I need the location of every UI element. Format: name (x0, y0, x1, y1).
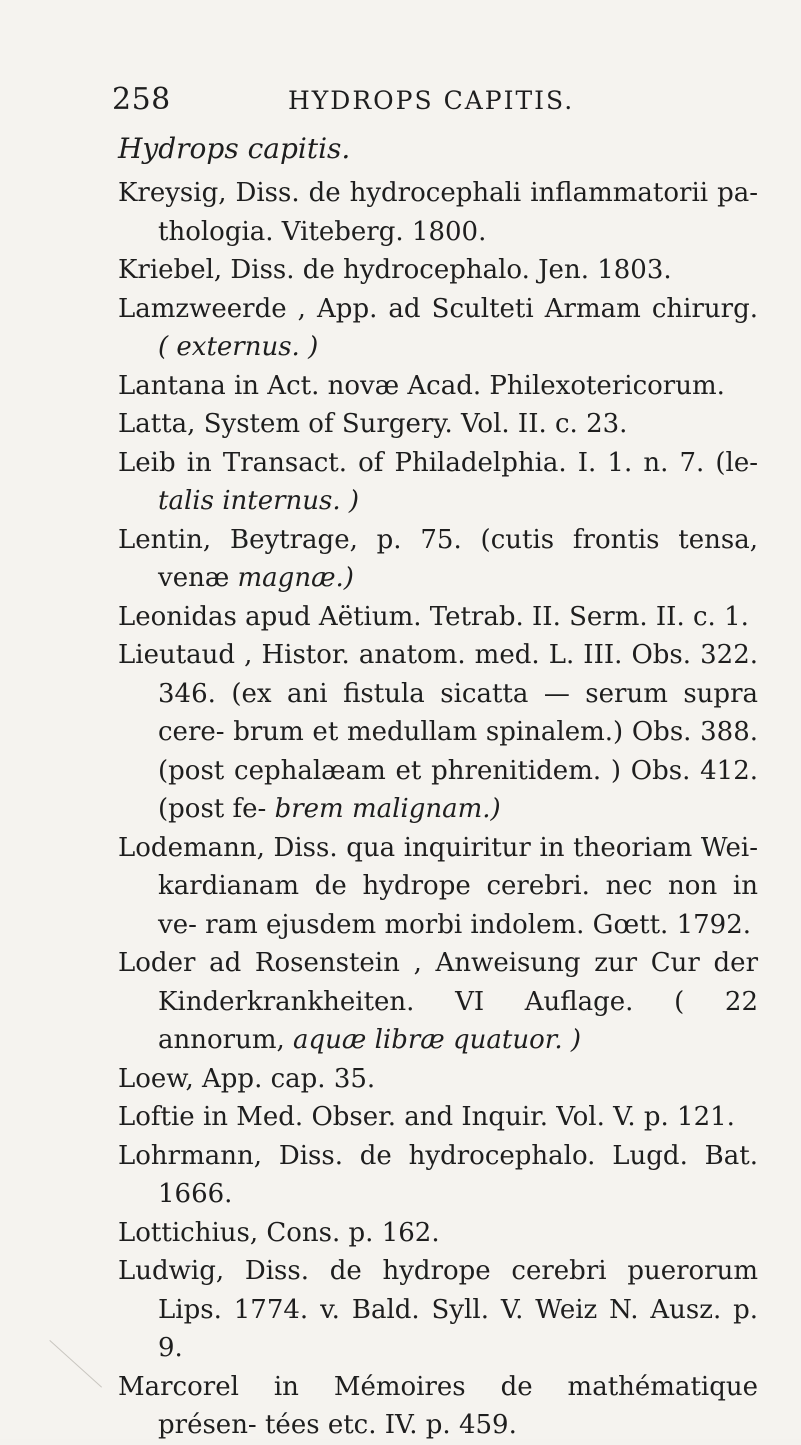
margin-mark (49, 1340, 102, 1388)
entry-line: cephalæam et phrenitidem. ) Obs. 412. (post fe- (158, 755, 759, 824)
bibliography-entry (118, 944, 758, 1060)
entry-line: magnæ.) (237, 563, 354, 593)
bibliography-list (118, 174, 758, 1445)
entry-line: ( externus. ) (158, 332, 319, 362)
bibliography-entry (118, 290, 758, 367)
bibliography-entry (118, 598, 758, 637)
page-number: 258 (112, 82, 171, 117)
bibliography-entry (118, 405, 758, 444)
bibliography-entry (118, 1060, 758, 1099)
entry-line: brum et medullam spinalem.) Obs. 388. (post (158, 717, 759, 786)
entry-line: Loder ad Rosenstein , Anweisung zur Cur der (118, 948, 758, 978)
entry-line: brem malignam.) (274, 794, 501, 824)
entry-line: Leonidas apud Aëtium. Tetrab. II. Serm. II. c. 1. (118, 601, 749, 632)
running-head: HYDROPS CAPITIS. (288, 86, 575, 115)
bibliography-entry (118, 636, 758, 829)
bibliography-entry (118, 444, 758, 521)
entry-line: Lamzweerde , App. ad Sculteti Armam chirurg. (118, 293, 758, 324)
bibliography-entry (118, 1214, 758, 1253)
bibliography-entry (118, 829, 758, 945)
bibliography-entry (118, 521, 758, 598)
entry-line: 1774. v. Bald. Syll. V. Weiz N. Ausz. p. 9. (158, 1294, 759, 1363)
bibliography-entry (118, 1368, 758, 1445)
entry-line: Kinderkrankheiten. VI Auflage. ( 22 annorum, (158, 986, 758, 1055)
entry-line: thologia. Viteberg. 1800. (158, 216, 487, 247)
bibliography-entry (118, 1252, 758, 1368)
entry-line: Lieutaud , Histor. anatom. med. L. III. Obs. 322. (118, 640, 758, 670)
bibliography-entry (118, 367, 758, 406)
entry-line: Lottichius, Cons. p. 162. (118, 1217, 440, 1248)
entry-line: Lentin, Beytrage, p. 75. (cutis frontis tensa, venæ (118, 524, 758, 593)
entry-line: Loew, App. cap. 35. (118, 1063, 376, 1094)
entry-line: Kriebel, Diss. de hydrocephalo. Jen. 1803. (118, 255, 672, 285)
bibliography-entry (118, 1098, 758, 1137)
entry-line: kardianam de hydrope cerebri. nec non in ve- (158, 871, 758, 940)
bibliography-entry (118, 174, 758, 251)
entry-line: Loftie in Med. Obser. and Inquir. Vol. V. p. 121. (118, 1102, 735, 1132)
bibliography-entry (118, 1137, 758, 1214)
entry-line: 346. (ex ani fistula sicatta — serum supra cere- (158, 678, 758, 747)
entry-line: Lantana in Act. novæ Acad. Philexotericorum. (118, 370, 725, 401)
entry-line: tées etc. IV. p. 459. (264, 1410, 517, 1440)
entry-line: aquæ libræ quatuor. ) (293, 1025, 581, 1055)
bibliography-entry (118, 251, 758, 290)
entry-line: Ludwig, Diss. de hydrope cerebri puerorum Lips. (118, 1256, 758, 1325)
page-header (112, 82, 732, 128)
entry-line: Lohrmann, Diss. de hydrocephalo. Lugd. Bat. 1666. (118, 1140, 758, 1209)
entry-line: Latta, System of Surgery. Vol. II. c. 23. (118, 409, 628, 439)
entry-line: ram ejusdem morbi indolem. Gœtt. 1792. (205, 909, 752, 940)
section-title: Hydrops capitis. (118, 132, 351, 165)
entry-line: Marcorel in Mémoires de mathématique présen- (118, 1371, 758, 1440)
entry-line: Lodemann, Diss. qua inquiritur in theoriam Wei- (118, 832, 758, 863)
entry-line: Leib in Transact. of Philadelphia. I. 1. n. 7. (le- (118, 447, 758, 478)
entry-line: Kreysig, Diss. de hydrocephali inflammatorii pa- (118, 178, 758, 208)
entry-line: talis internus. ) (158, 486, 360, 516)
